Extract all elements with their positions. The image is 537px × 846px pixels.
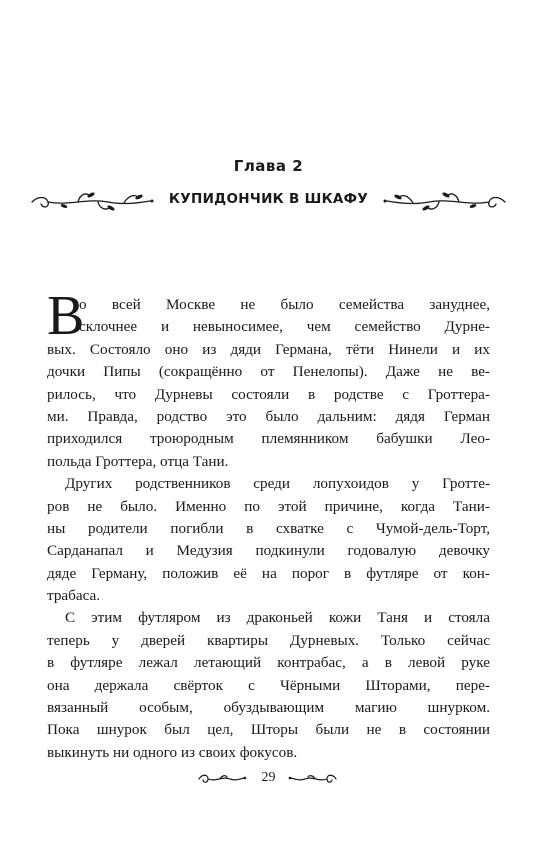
text-line: приходился троюродным племянником бабушки Лео- — [47, 430, 490, 448]
text-line: склочнее и невыносимее, чем семейство Дурне- — [79, 318, 490, 336]
text-line: вых. Состояло оно из дяди Германа, тёти Нинели и их — [47, 340, 490, 358]
drop-cap: В — [47, 285, 85, 347]
text-line: ны родители погибли в схватке с Чумой-дель-Торт, — [47, 519, 490, 537]
text-line: дочки Пипы (сокращённо от Пенелопы). Даже не ве- — [47, 363, 490, 381]
body-text — [47, 285, 490, 764]
text-line: С этим футляром из драконьей кожи Таня и стояла — [65, 609, 490, 627]
text-line: в футляре лежал летающий контрабас, а в левой руке — [47, 654, 490, 672]
floral-swirl-icon — [379, 188, 509, 221]
text-line: рилось, что Дурневы состояли в родстве с Гроттера- — [47, 385, 490, 403]
swirl-icon — [287, 772, 339, 791]
text-line: польда Гроттера, отца Тани. — [47, 452, 229, 470]
text-line: Других родственников среди лопухоидов у Гротте- — [65, 475, 490, 493]
text-line: вязанный особым, обуздывающим магию шнурком. — [47, 699, 490, 717]
text-line: она держала свёрток с Чёрными Шторами, пере- — [47, 676, 490, 694]
chapter-title-row — [0, 188, 537, 216]
text-line: о всей Москве не было семейства зануднее, — [79, 296, 490, 313]
text-line: Пока шнурок был цел, Шторы были не в состоянии — [47, 721, 490, 739]
chapter-title: КУПИДОНЧИК В ШКАФУ — [168, 191, 369, 207]
text-line: ми. Правда, родство это было дальним: дядя Герман — [47, 407, 490, 425]
text-line: Сарданапал и Медузия подкинули годовалую девочку — [47, 542, 490, 560]
chapter-number: Глава 2 — [233, 157, 304, 175]
page-footer — [0, 766, 537, 790]
text-line: дяде Герману, положив её на порог в футляре от кон- — [47, 564, 490, 582]
text-line: теперь у дверей квартиры Дурневых. Только сейчас — [47, 631, 490, 649]
text-line: трабаса. — [47, 587, 101, 605]
text-line: ров не было. Именно по этой причине, когда Тани- — [47, 497, 490, 515]
page-number: 29 — [261, 770, 276, 785]
text-line: выкинуть ни одного из своих фокусов. — [47, 743, 298, 761]
